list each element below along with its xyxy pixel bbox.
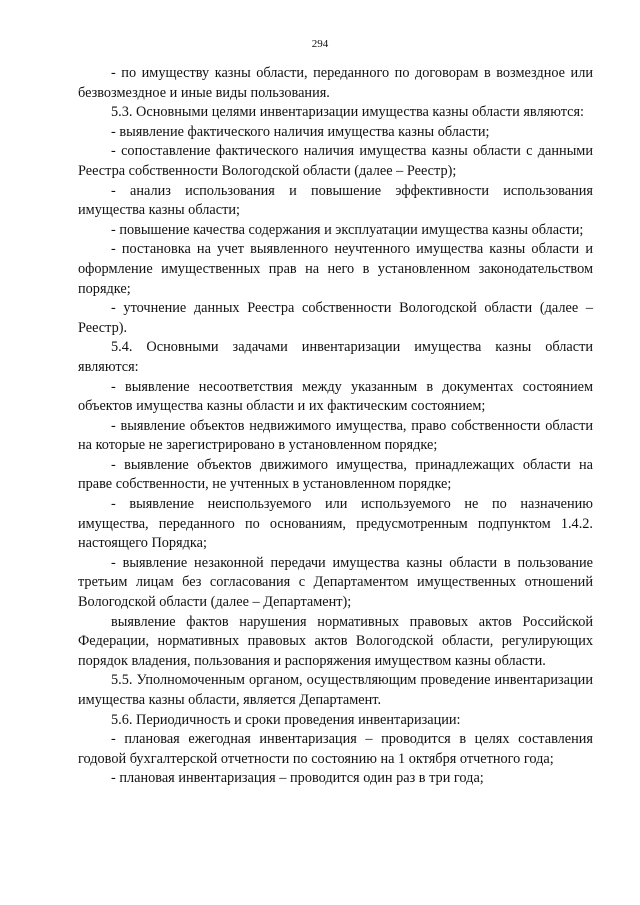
paragraph: - уточнение данных Реестра собственности Вологодской области (далее – Реестр). (78, 300, 593, 336)
paragraph: - плановая инвентаризация – проводится один раз в три года; (111, 770, 484, 787)
paragraph: 5.3. Основными целями инвентаризации имущества казны области являются: (111, 104, 585, 121)
paragraph: - сопоставление фактического наличия имущества казны области с данными Реестра собственности Вологодской области (далее – Реестр); (78, 143, 593, 179)
paragraph: - выявление фактического наличия имущества казны области; (111, 123, 490, 140)
paragraph: 5.6. Периодичность и сроки проведения инвентаризации: (111, 711, 461, 728)
paragraph: - повышение качества содержания и эксплуатации имущества казны области; (111, 221, 584, 238)
paragraph: - плановая ежегодная инвентаризация – проводится в целях составления годовой бухгалтерской отчетности по состоянию на 1 октября отчетного года; (78, 731, 593, 767)
paragraph: 5.5. Уполномоченным органом, осуществляющим проведение инвентаризации имущества казны области, является Департамент. (78, 672, 593, 708)
paragraph: выявление фактов нарушения нормативных правовых актов Российской Федерации, нормативных правовых актов Вологодской области, регулирующих порядок владения, пользования и распоряжения имуществом казны области. (78, 613, 593, 669)
paragraph: - выявление неиспользуемого или используемого не по назначению имущества, переданного по основаниям, предусмотренным подпунктом 1.4.2. настоящего Порядка; (78, 496, 593, 552)
paragraph: - по имуществу казны области, переданного по договорам в возмездное или безвозмездное и иные виды пользования. (78, 65, 593, 101)
paragraph: - постановка на учет выявленного неучтенного имущества казны области и оформление имущественных прав на него в установленном законодательством порядке; (78, 241, 593, 297)
page-number: 294 (311, 38, 329, 50)
paragraph: - анализ использования и повышение эффективности использования имущества казны области; (78, 182, 593, 219)
paragraph: - выявление незаконной передачи имущества казны области в пользование третьим лицам без согласования с Департаментом имущественных отношений Вологодской области (далее – Департамент); (78, 554, 593, 611)
paragraph: - выявление объектов движимого имущества, принадлежащих области на праве собственности, не учтенных в установленном порядке; (78, 456, 593, 493)
paragraph: - выявление несоответствия между указанным в документах состоянием объектов имущества казны области и их фактическим состоянием; (78, 378, 593, 415)
paragraph: 5.4. Основными задачами инвентаризации имущества казны области являются: (78, 339, 593, 375)
paragraph: - выявление объектов недвижимого имущества, право собственности области на которые не зарегистрировано в установленном порядке; (78, 417, 593, 454)
document-body (78, 64, 593, 789)
